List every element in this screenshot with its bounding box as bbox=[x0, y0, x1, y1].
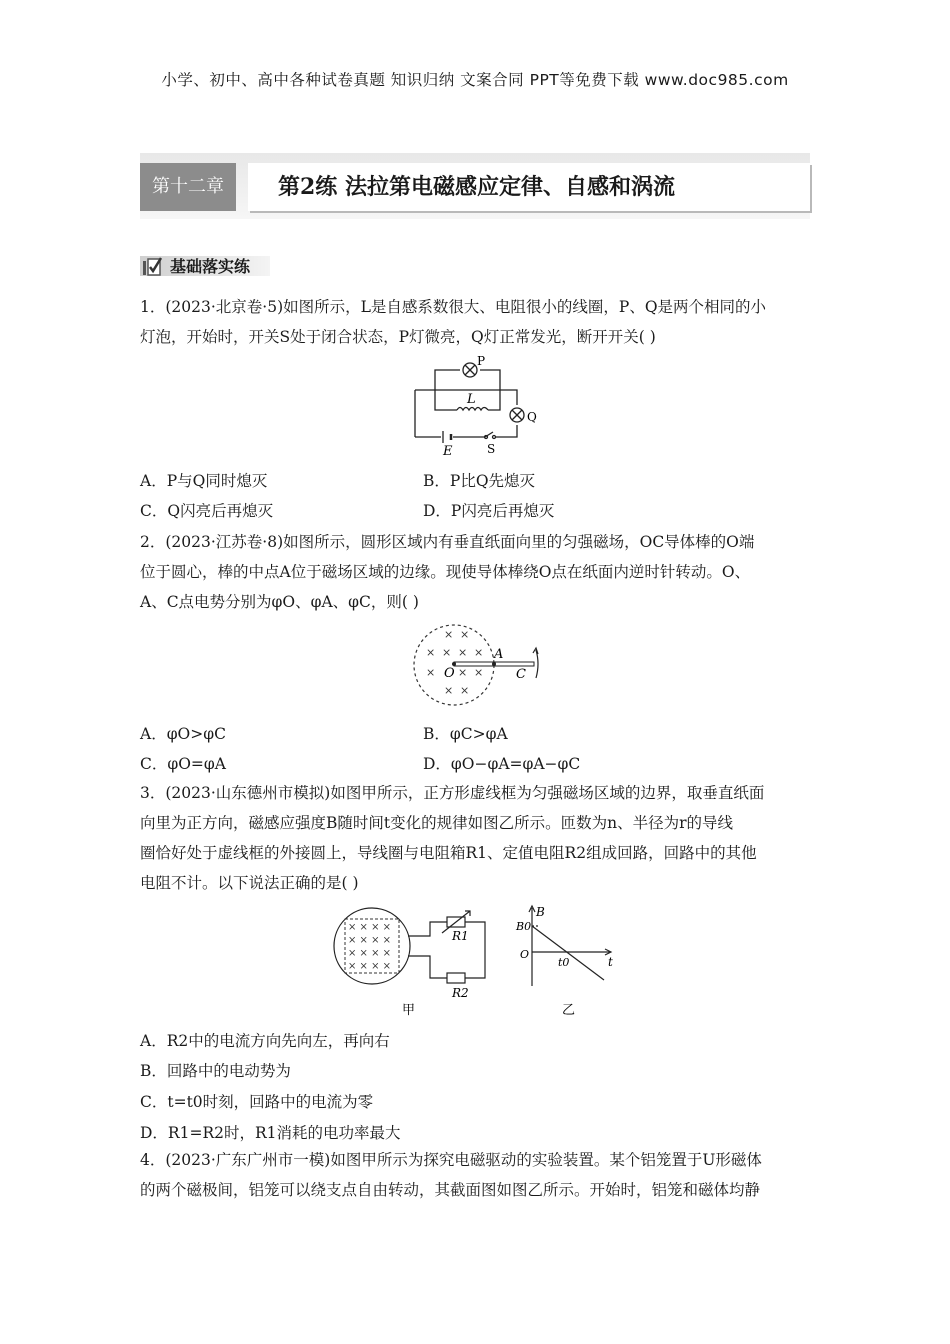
q3-label-b: B bbox=[536, 905, 545, 919]
svg-text:×: × bbox=[426, 666, 436, 679]
svg-text:×: × bbox=[426, 646, 436, 659]
svg-text:×: × bbox=[460, 628, 470, 641]
checkmark-icon bbox=[142, 255, 162, 277]
q1-label-e: E bbox=[443, 444, 453, 459]
q2-option-d: D．φO−φA=φA−φC bbox=[423, 755, 581, 773]
q3-option-c: C．t=t0时刻，回路中的电流为零 bbox=[140, 1093, 374, 1111]
svg-text:×: × bbox=[460, 684, 470, 697]
q3-option-b: B．回路中的电动势为 bbox=[140, 1062, 291, 1080]
q2-stem: 2．(2023·江苏卷·8)如图所示，圆形区域内有垂直纸面向里的匀强磁场，OC导体棒的O端 位于圆心，棒的中点A位于磁场区域的边缘。现使导体棒绕O点在纸面内逆时针转动。O、 A、C点电势分别为φO、φA、φC，则( ) bbox=[140, 533, 755, 611]
q3-magnetic-field-crosses bbox=[348, 922, 391, 972]
section-label: 基础落实练 bbox=[170, 257, 251, 276]
q3-caption-yi: 乙 bbox=[562, 1003, 576, 1017]
q3-figure-yi-graph bbox=[512, 902, 622, 1017]
svg-text:×: × bbox=[458, 666, 468, 679]
q1-option-d: D．P闪亮后再熄灭 bbox=[423, 502, 555, 520]
q2-option-c: C．φO=φA bbox=[140, 755, 226, 773]
page-title: 第2练 法拉第电磁感应定律、自感和涡流 bbox=[248, 163, 810, 211]
q1-circuit-figure bbox=[405, 355, 555, 460]
q2-label-c: C bbox=[516, 667, 526, 682]
q3-label-b0: B0 bbox=[516, 920, 532, 933]
q2-label-o: O bbox=[444, 666, 455, 681]
q3-stem: 3．(2023·山东德州市模拟)如图甲所示，正方形虚线框为匀强磁场区域的边界，取垂直纸面 向里为正方向，磁感应强度B随时间t变化的规律如图乙所示。匝数为n、半径为r的导线 圈恰好处于虚线框的外接圆上，导线圈与电阻箱R1、定值电阻R2组成回路，回路中的其他 电阻不计。以下说法正确的是( ) bbox=[140, 784, 765, 892]
q2-option-a: A．φO>φC bbox=[140, 725, 226, 743]
section-heading bbox=[140, 253, 275, 279]
svg-text:×: × bbox=[442, 646, 452, 659]
q2-label-a: A bbox=[494, 647, 504, 662]
svg-text:× × × ×: × × × × bbox=[348, 948, 392, 959]
svg-text:×: × bbox=[458, 646, 468, 659]
q1-option-c: C．Q闪亮后再熄灭 bbox=[140, 502, 274, 520]
q3-option-d: D．R1=R2时，R1消耗的电功率最大 bbox=[140, 1124, 401, 1142]
q1-label-l: L bbox=[467, 392, 476, 407]
svg-text:× × × ×: × × × × bbox=[348, 961, 392, 972]
q3-label-t: t bbox=[608, 955, 613, 969]
q4-stem: 4．(2023·广东广州市一模)如图甲所示为探究电磁驱动的实验装置。某个铝笼置于U形磁体 的两个磁极间，铝笼可以绕支点自由转动，其截面图如图乙所示。开始时，铝笼和磁体均静 bbox=[140, 1151, 762, 1199]
svg-text:× × × ×: × × × × bbox=[348, 935, 392, 946]
q3-caption-jia: 甲 bbox=[402, 1003, 416, 1017]
q3-b-line bbox=[532, 926, 604, 980]
q1-label-q: Q bbox=[527, 410, 537, 424]
q3-option-a: A．R2中的电流方向先向左，再向右 bbox=[140, 1032, 390, 1050]
q3-label-r1: R1 bbox=[452, 929, 469, 943]
page-header: 小学、初中、高中各种试卷真题 知识归纳 文案合同 PPT等免费下载 www.doc985.com bbox=[161, 71, 789, 89]
q2-option-b: B．φC>φA bbox=[423, 725, 508, 743]
q1-option-a: A．P与Q同时熄灭 bbox=[140, 472, 268, 490]
q1-label-p: P bbox=[477, 355, 486, 368]
q1-option-b: B．P比Q先熄灭 bbox=[423, 472, 536, 490]
q3-figure-jia bbox=[330, 902, 495, 1017]
q1-label-s: S bbox=[487, 442, 496, 456]
svg-text:×: × bbox=[444, 684, 454, 697]
svg-text:×: × bbox=[474, 666, 484, 679]
q2-rod-figure bbox=[410, 620, 545, 710]
chapter-banner bbox=[140, 153, 810, 219]
q3-label-t0: t0 bbox=[558, 956, 570, 969]
q1-stem: 1．(2023·北京卷·5)如图所示，L是自感系数很大、电阻很小的线圈，P、Q是两个相同的小 灯泡，开始时，开关S处于闭合状态，P灯微亮，Q灯正常发光，断开开关( ) bbox=[140, 298, 767, 346]
chapter-label: 第十二章 bbox=[140, 163, 236, 211]
svg-text:× × × ×: × × × × bbox=[348, 922, 392, 933]
q3-label-r2: R2 bbox=[452, 986, 469, 1000]
svg-text:×: × bbox=[474, 646, 484, 659]
q3-label-o: O bbox=[520, 948, 530, 961]
svg-text:×: × bbox=[444, 628, 454, 641]
